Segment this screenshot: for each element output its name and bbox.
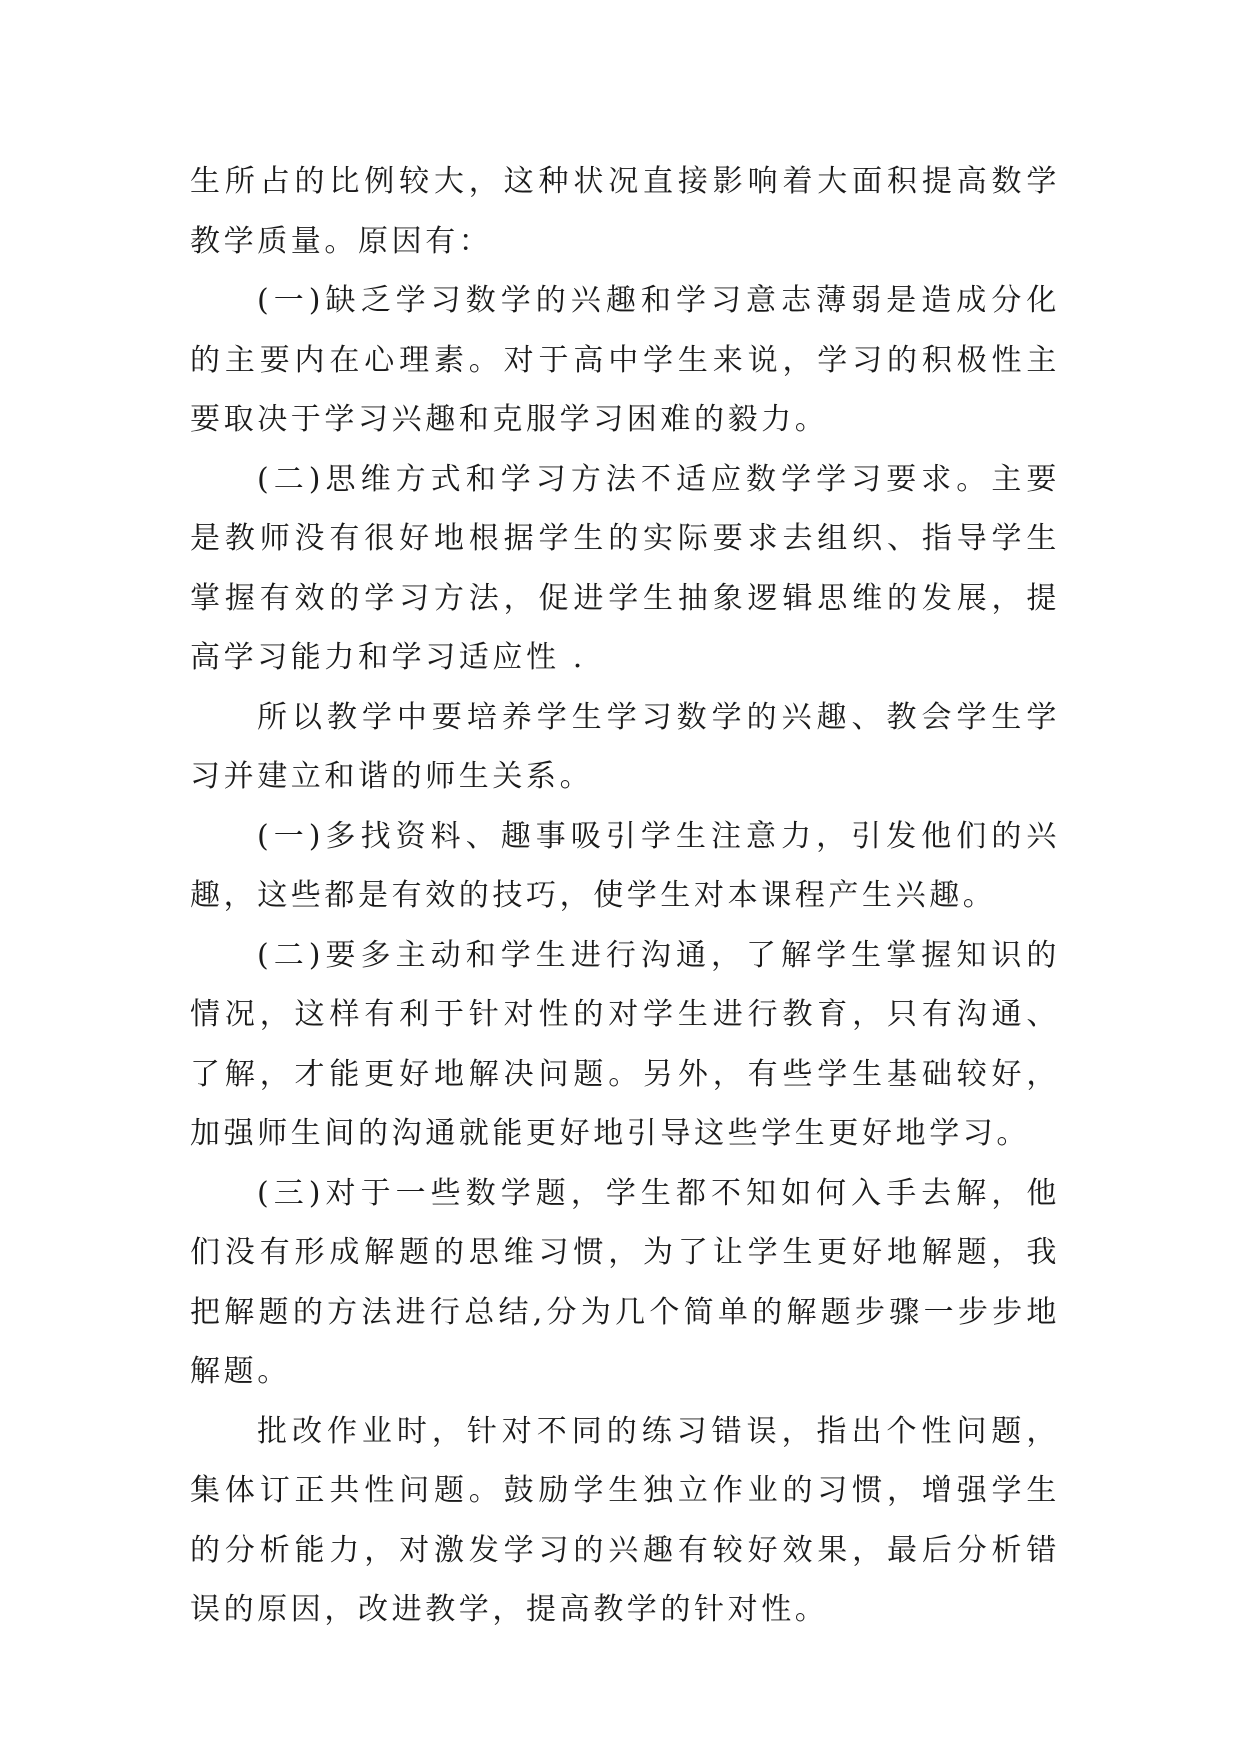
paragraph-summary: 所以教学中要培养学生学习数学的兴趣、教会学生学习并建立和谐的师生关系。	[190, 699, 1060, 794]
paragraph-reason-1: (一)缺乏学习数学的兴趣和学习意志薄弱是造成分化的主要内在心理素。对于高中学生来说，学习的积极性主要取决于学习兴趣和克服学习困难的毅力。	[190, 283, 1060, 437]
paragraph-measure-3: (三)对于一些数学题，学生都不知如何入手去解，他们没有形成解题的思维习惯，为了让学生更好地解题，我把解题的方法进行总结,分为几个简单的解题步骤一步步地解题。	[190, 1175, 1060, 1389]
paragraph-homework: 批改作业时，针对不同的练习错误，指出个性问题，集体订正共性问题。鼓励学生独立作业的习惯，增强学生的分析能力，对激发学习的兴趣有较好效果，最后分析错误的原因，改进教学，提高教学的针对性。	[190, 1413, 1060, 1627]
paragraph-measure-2: (二)要多主动和学生进行沟通，了解学生掌握知识的情况，这样有利于针对性的对学生进行教育，只有沟通、了解，才能更好地解决问题。另外，有些学生基础较好，加强师生间的沟通就能更好地引导这些学生更好地学习。	[190, 937, 1060, 1151]
paragraph-continued: 生所占的比例较大，这种状况直接影响着大面积提高数学教学质量。原因有：	[190, 164, 1060, 259]
paragraph-measure-1: (一)多找资料、趣事吸引学生注意力，引发他们的兴趣，这些都是有效的技巧，使学生对本课程产生兴趣。	[190, 818, 1060, 913]
document-body	[190, 152, 1060, 1640]
paragraph-reason-2: (二)思维方式和学习方法不适应数学学习要求。主要是教师没有很好地根据学生的实际要求去组织、指导学生掌握有效的学习方法，促进学生抽象逻辑思维的发展，提高学习能力和学习适应性 .	[190, 461, 1060, 675]
